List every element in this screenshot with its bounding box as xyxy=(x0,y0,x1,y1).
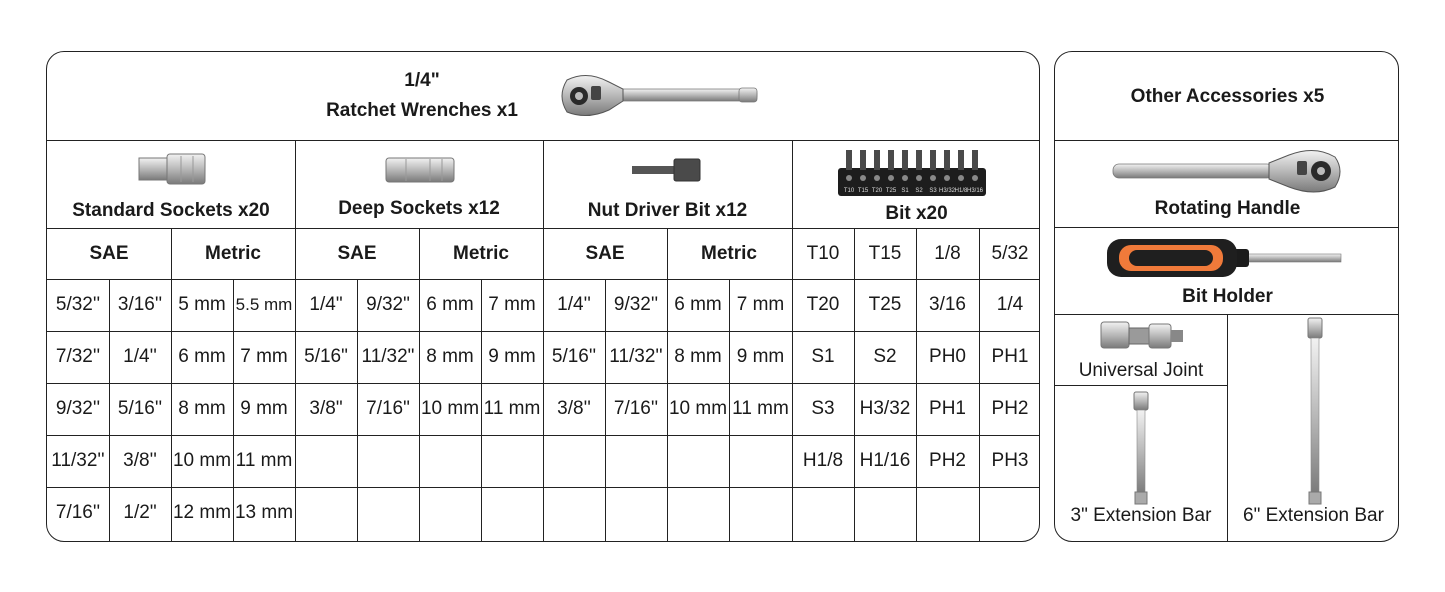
size-cell xyxy=(481,435,543,487)
size-cell: 7/16'' xyxy=(55,502,101,523)
accessories-title: Other Accessories x5 xyxy=(1130,86,1325,107)
rotating-handle-icon xyxy=(1109,147,1345,195)
size-cell: 3/8'' xyxy=(557,398,591,419)
socket-icon xyxy=(137,152,207,186)
size-cell xyxy=(667,487,729,539)
sae-header: SAE xyxy=(585,242,625,264)
size-cell: 5/16" xyxy=(304,346,348,367)
metric-header: Metric xyxy=(453,242,509,264)
size-cell: 8 mm xyxy=(178,398,226,419)
bit-piece xyxy=(902,150,908,170)
bit-cell xyxy=(792,487,854,539)
size-cell: 7 mm xyxy=(736,294,785,315)
sae-header: SAE xyxy=(89,242,129,264)
category-title-deep: Deep Sockets x12 xyxy=(338,198,500,219)
ratchet-size: 1/4" xyxy=(404,70,440,91)
bit-cell: S1 xyxy=(811,346,835,367)
bit-cell: T10 xyxy=(806,242,840,264)
size-cell xyxy=(481,487,543,539)
accessories-panel xyxy=(1054,51,1399,542)
bit-cell: 3/16 xyxy=(929,294,966,315)
metric-header: Metric xyxy=(205,242,261,264)
bit-set-icon xyxy=(836,148,988,198)
size-cell xyxy=(729,487,792,539)
size-cell: 5/16'' xyxy=(551,346,597,367)
size-cell: 6 mm xyxy=(178,346,226,367)
bit-piece xyxy=(958,150,964,170)
bit-rack-label: T25 xyxy=(885,188,897,194)
bit-rack-label: T20 xyxy=(871,188,883,194)
size-cell: 12 mm xyxy=(172,502,232,523)
size-cell: 3/8" xyxy=(309,398,343,419)
size-cell xyxy=(729,435,792,487)
bit-piece xyxy=(874,150,880,170)
bit-piece xyxy=(944,150,950,170)
size-cell: 3/16'' xyxy=(117,294,163,315)
size-cell xyxy=(543,435,605,487)
sae-header: SAE xyxy=(337,242,377,264)
bit-cell: 5/32 xyxy=(991,242,1029,264)
size-cell xyxy=(419,435,481,487)
bit-slot xyxy=(944,175,950,181)
rotating-handle-label: Rotating Handle xyxy=(1154,198,1301,219)
bit-slot xyxy=(888,175,894,181)
category-title-standard: Standard Sockets x20 xyxy=(72,200,270,221)
size-cell xyxy=(357,435,419,487)
size-cell: 7/32'' xyxy=(55,346,101,367)
bit-piece xyxy=(888,150,894,170)
bit-cell: PH1 xyxy=(991,346,1029,367)
size-cell: 9/32'' xyxy=(55,398,101,419)
size-cell: 10 mm xyxy=(668,398,728,419)
size-cell: 11/32" xyxy=(361,346,415,367)
size-cell: 9 mm xyxy=(240,398,288,419)
extension-bar-6-icon xyxy=(1305,316,1325,506)
size-cell: 8 mm xyxy=(426,346,474,367)
bit-cell: H1/16 xyxy=(859,450,911,471)
universal-joint-icon xyxy=(1099,318,1185,354)
bit-cell: T15 xyxy=(868,242,902,264)
bit-rack-label: H1/8 xyxy=(954,188,968,194)
bit-cell: PH1 xyxy=(929,398,966,419)
size-cell xyxy=(605,487,667,539)
bit-piece xyxy=(972,150,978,170)
bit-cell: T25 xyxy=(868,294,902,315)
size-cell: 3/8'' xyxy=(123,450,157,471)
category-title-bit: Bit x20 xyxy=(885,203,948,224)
bit-slot xyxy=(972,175,978,181)
bit-rack-label: H3/32 xyxy=(938,188,956,194)
size-cell: 10 mm xyxy=(420,398,480,419)
size-cell: 1/2" xyxy=(123,502,157,523)
size-cell: 11 mm xyxy=(483,398,541,419)
size-cell: 7 mm xyxy=(240,346,288,367)
bit-piece xyxy=(846,150,852,170)
bit-piece xyxy=(930,150,936,170)
bit-cell: S3 xyxy=(811,398,835,419)
bit-rack-label: S1 xyxy=(901,188,909,194)
size-cell xyxy=(667,435,729,487)
size-cell xyxy=(295,435,357,487)
size-cell: 5 mm xyxy=(178,294,226,315)
bit-cell: PH3 xyxy=(991,450,1029,471)
size-cell: 13 mm xyxy=(234,502,294,523)
size-cell: 9 mm xyxy=(488,346,536,367)
bit-slot xyxy=(930,175,936,181)
bit-slot xyxy=(916,175,922,181)
bit-holder-label: Bit Holder xyxy=(1182,286,1273,307)
bit-cell: PH0 xyxy=(929,346,966,367)
size-cell xyxy=(357,487,419,539)
bit-slot xyxy=(860,175,866,181)
size-cell: 7/16'' xyxy=(613,398,659,419)
bit-cell: H3/32 xyxy=(859,398,911,419)
size-cell xyxy=(295,487,357,539)
size-cell: 9 mm xyxy=(736,346,785,367)
bit-rack-label: S2 xyxy=(915,188,923,194)
bit-cell xyxy=(979,487,1040,539)
bit-cell: 1/4 xyxy=(996,294,1024,315)
bit-cell xyxy=(854,487,916,539)
bit-piece xyxy=(860,150,866,170)
bit-rack-label: H3/16 xyxy=(966,188,984,194)
bit-slot xyxy=(874,175,880,181)
nut-driver-icon xyxy=(630,157,702,183)
bit-rack-label: T10 xyxy=(843,188,855,194)
bit-cell: PH2 xyxy=(929,450,966,471)
bit-slot xyxy=(958,175,964,181)
size-cell: 8 mm xyxy=(674,346,722,367)
size-cell: 11 mm xyxy=(732,398,789,419)
size-cell xyxy=(419,487,481,539)
category-title-nut-driver: Nut Driver Bit x12 xyxy=(587,200,748,221)
size-cell: 10 mm xyxy=(172,450,232,471)
size-cell: 5/32'' xyxy=(55,294,101,315)
extension-bar-6-label: 6" Extension Bar xyxy=(1243,505,1384,526)
size-cell: 11 mm xyxy=(235,450,293,471)
metric-header: Metric xyxy=(701,242,757,264)
bit-cell: PH2 xyxy=(991,398,1029,419)
bit-cell: H1/8 xyxy=(802,450,844,471)
size-cell: 6 mm xyxy=(674,294,722,315)
size-cell: 11/32'' xyxy=(609,346,663,367)
size-cell: 7 mm xyxy=(488,294,536,315)
bit-cell xyxy=(916,487,979,539)
size-cell: 5.5 mm xyxy=(235,295,293,314)
size-cell: 7/16" xyxy=(366,398,410,419)
bit-cell: S2 xyxy=(873,346,897,367)
socket-set-table xyxy=(46,51,1040,542)
size-cell: 1/4'' xyxy=(123,346,157,367)
bit-rack-label: S3 xyxy=(929,188,937,194)
bit-cell: 1/8 xyxy=(934,242,961,264)
size-cell: 11/32'' xyxy=(51,450,105,471)
size-cell xyxy=(543,487,605,539)
size-cell xyxy=(605,435,667,487)
bit-cell: T20 xyxy=(806,294,840,315)
bit-piece xyxy=(916,150,922,170)
size-cell: 6 mm xyxy=(426,294,474,315)
bit-holder-icon xyxy=(1105,235,1345,281)
size-cell: 9/32'' xyxy=(613,294,659,315)
extension-bar-3-label: 3" Extension Bar xyxy=(1070,505,1212,526)
bit-slot xyxy=(846,175,852,181)
ratchet-wrench-icon xyxy=(557,72,763,120)
bit-rack-label: T15 xyxy=(857,188,869,194)
size-cell: 9/32" xyxy=(366,294,410,315)
size-cell: 5/16'' xyxy=(117,398,163,419)
ratchet-title: Ratchet Wrenches x1 xyxy=(326,100,518,121)
deep-socket-icon xyxy=(384,154,456,186)
size-cell: 1/4" xyxy=(309,294,343,315)
size-cell: 1/4'' xyxy=(557,294,591,315)
bit-slot xyxy=(902,175,908,181)
universal-joint-label: Universal Joint xyxy=(1078,360,1204,381)
extension-bar-3-icon xyxy=(1131,390,1151,506)
